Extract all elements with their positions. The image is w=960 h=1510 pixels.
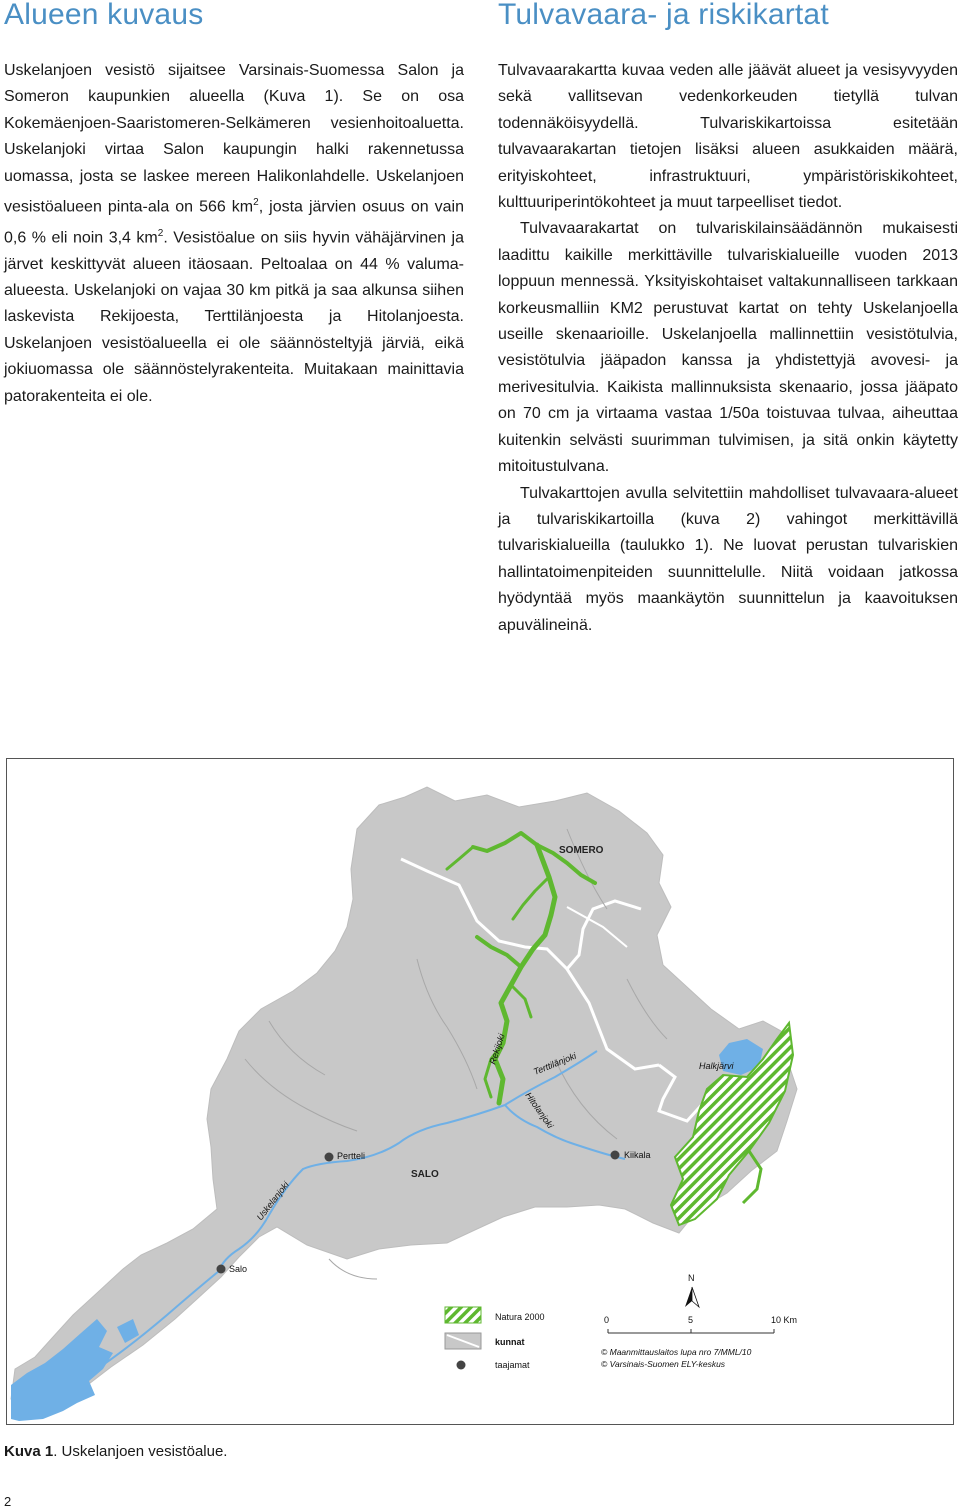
label-somero: SOMERO (559, 845, 604, 856)
town-dot-kiikala (611, 1151, 620, 1160)
superscript: 2 (157, 227, 164, 239)
label-uskelanjoki: Uskelanjoki (254, 1179, 291, 1223)
paragraph-part: . Vesistöalue on siis hyvin vähäjärvinen ja järvet keskittyvät alueen itäosaan. Peltoalaa on 44 % valuma-alueesta. Uskelanjoki on vajaa 30 km pitkä ja saa alkunsa siihen laskevista Rekijoesta, Terttilänjoesta ja Hitolanjoesta. Uskelanjoen vesistöalueella ei ole säännösteltyjä järviä, eikä jokiuomassa ole säännöstelyrakenteita. Muitakaan mainittavia patorakenteita ei ole. (4, 229, 464, 405)
paragraph: Tulvakarttojen avulla selvitettiin mahdolliset tulvavaara-alueet ja tulvariskikartoilla (kuva 2) vahingot merkittävillä tulvariskialueilla (taulukko 1). Ne luovat perustan tulvariskien hallintatoimenpiteiden suunnittelulle. Niitä voidaan jatkossa hyödyntää myös maankäytön suunnittelun ja kaavoituksen apuvälineinä. (498, 484, 958, 634)
label-salo: SALO (411, 1169, 439, 1180)
catchment-land-area (11, 787, 797, 1409)
map-legend (445, 1307, 545, 1370)
map-canvas (7, 759, 953, 1424)
label-terttilanjoki: Terttilänjoki (532, 1050, 578, 1077)
label-salo-town: Salo (229, 1264, 248, 1274)
scale-tick-10: 10 Km (771, 1315, 798, 1325)
caption-text: . Uskelanjoen vesistöalue. (53, 1443, 228, 1460)
credit-ely: © Varsinais-Suomen ELY-keskus (601, 1359, 726, 1369)
paragraph-part: Uskelanjoen vesistö sijaitsee Varsinais-Suomessa Salon ja Someron kaupunkien alueella (Kuva 1). Se on osa Kokemäenjoen-Saaristomeren-Selkämeren vesienhoitoaluetta. Uskelanjoki virtaa Salon kaupungin halki rakennetussa uomassa, josta se laskee mereen Halikonlahdelle. Uskelanjoen vesistöalueen pinta-ala on 566 km (4, 62, 464, 216)
caption-label: Kuva 1 (4, 1443, 54, 1460)
label-rekijoki: Rekijoki (487, 1032, 507, 1066)
paragraph-part: , josta järvien osuus on vain 0,6 % eli noin 3,4 km (4, 198, 464, 247)
superscript: 2 (253, 197, 259, 209)
page-number: 2 (4, 1494, 12, 1509)
credit-mml: © Maanmittauslaitos lupa nro 7/MML/10 (601, 1347, 752, 1357)
town-dot-salo (217, 1265, 226, 1274)
alueen-kuvaus-text (4, 58, 464, 410)
legend-swatch-natura (445, 1307, 481, 1323)
catchment-map (6, 758, 954, 1425)
scale-tick-0: 0 (604, 1315, 610, 1325)
figure-caption (4, 1443, 227, 1460)
scale-tick-5: 5 (688, 1315, 694, 1325)
scale-bar (604, 1315, 797, 1333)
label-halkjarvi: Halkjärvi (699, 1061, 734, 1071)
paragraph: Tulvavaarakartat on tulvariskilainsäädännön mukaisesti laadittu kaikille merkittäville tulvariskialueille vuoden 2013 loppuun mennessä. Yksityiskohtaiset valtakunnalliseen tarkkaan korkeusmalliin KM2 perustuvat kartat on tehty Uskelanjoella useille skenaarioille. Uskelanjoella mallinnettiin vesistötulvia, vesistötulvia jääpadon kanssa ja yhdistettyjä avovesi- ja merivesitulvia. Kaikista mallinnuksista skenaario, jossa jääpato on 70 cm ja virtaama vastaa 1/50a toistuvaa tulvaa, aiheuttaa kuitenkin selvästi suurimman tulvimisen, ja sitä onkin käytetty mitoitustulvana. (498, 220, 958, 476)
right-column (498, 0, 958, 639)
legend-label-taajamat: taajamat (495, 1360, 530, 1370)
north-label: N (688, 1273, 695, 1283)
label-pertteli: Pertteli (337, 1151, 366, 1161)
north-arrow (685, 1273, 699, 1307)
legend-label-natura: Natura 2000 (495, 1312, 545, 1322)
label-hitolanjoki: Hitolanjoki (523, 1090, 556, 1131)
left-column (4, 0, 464, 410)
tulvavaara-text (498, 58, 958, 639)
legend-swatch-taajamat (457, 1361, 466, 1370)
paragraph: Tulvavaarakartta kuvaa veden alle jäävät alueet ja vesisyvyyden sekä vallitsevan vedenkorkeuden tietyllä tulvan todennäköisyydellä. Tulvariskikartoissa esitetään tulvavaarakartan tietojen lisäksi alueen asukkaiden määrä, erityiskohteet, infrastruktuuri, ympäristöriskikohteet, kulttuuriperintökohteet ja muut tarpeelliset tiedot. (498, 62, 958, 212)
paragraph (4, 58, 464, 410)
town-dot-pertteli (325, 1153, 334, 1162)
label-kiikala: Kiikala (624, 1150, 651, 1160)
legend-label-kunnat: kunnat (495, 1337, 525, 1347)
section-heading-alueen-kuvaus: Alueen kuvaus (4, 0, 204, 31)
section-heading-tulvavaara: Tulvavaara- ja riskikartat (498, 0, 829, 31)
